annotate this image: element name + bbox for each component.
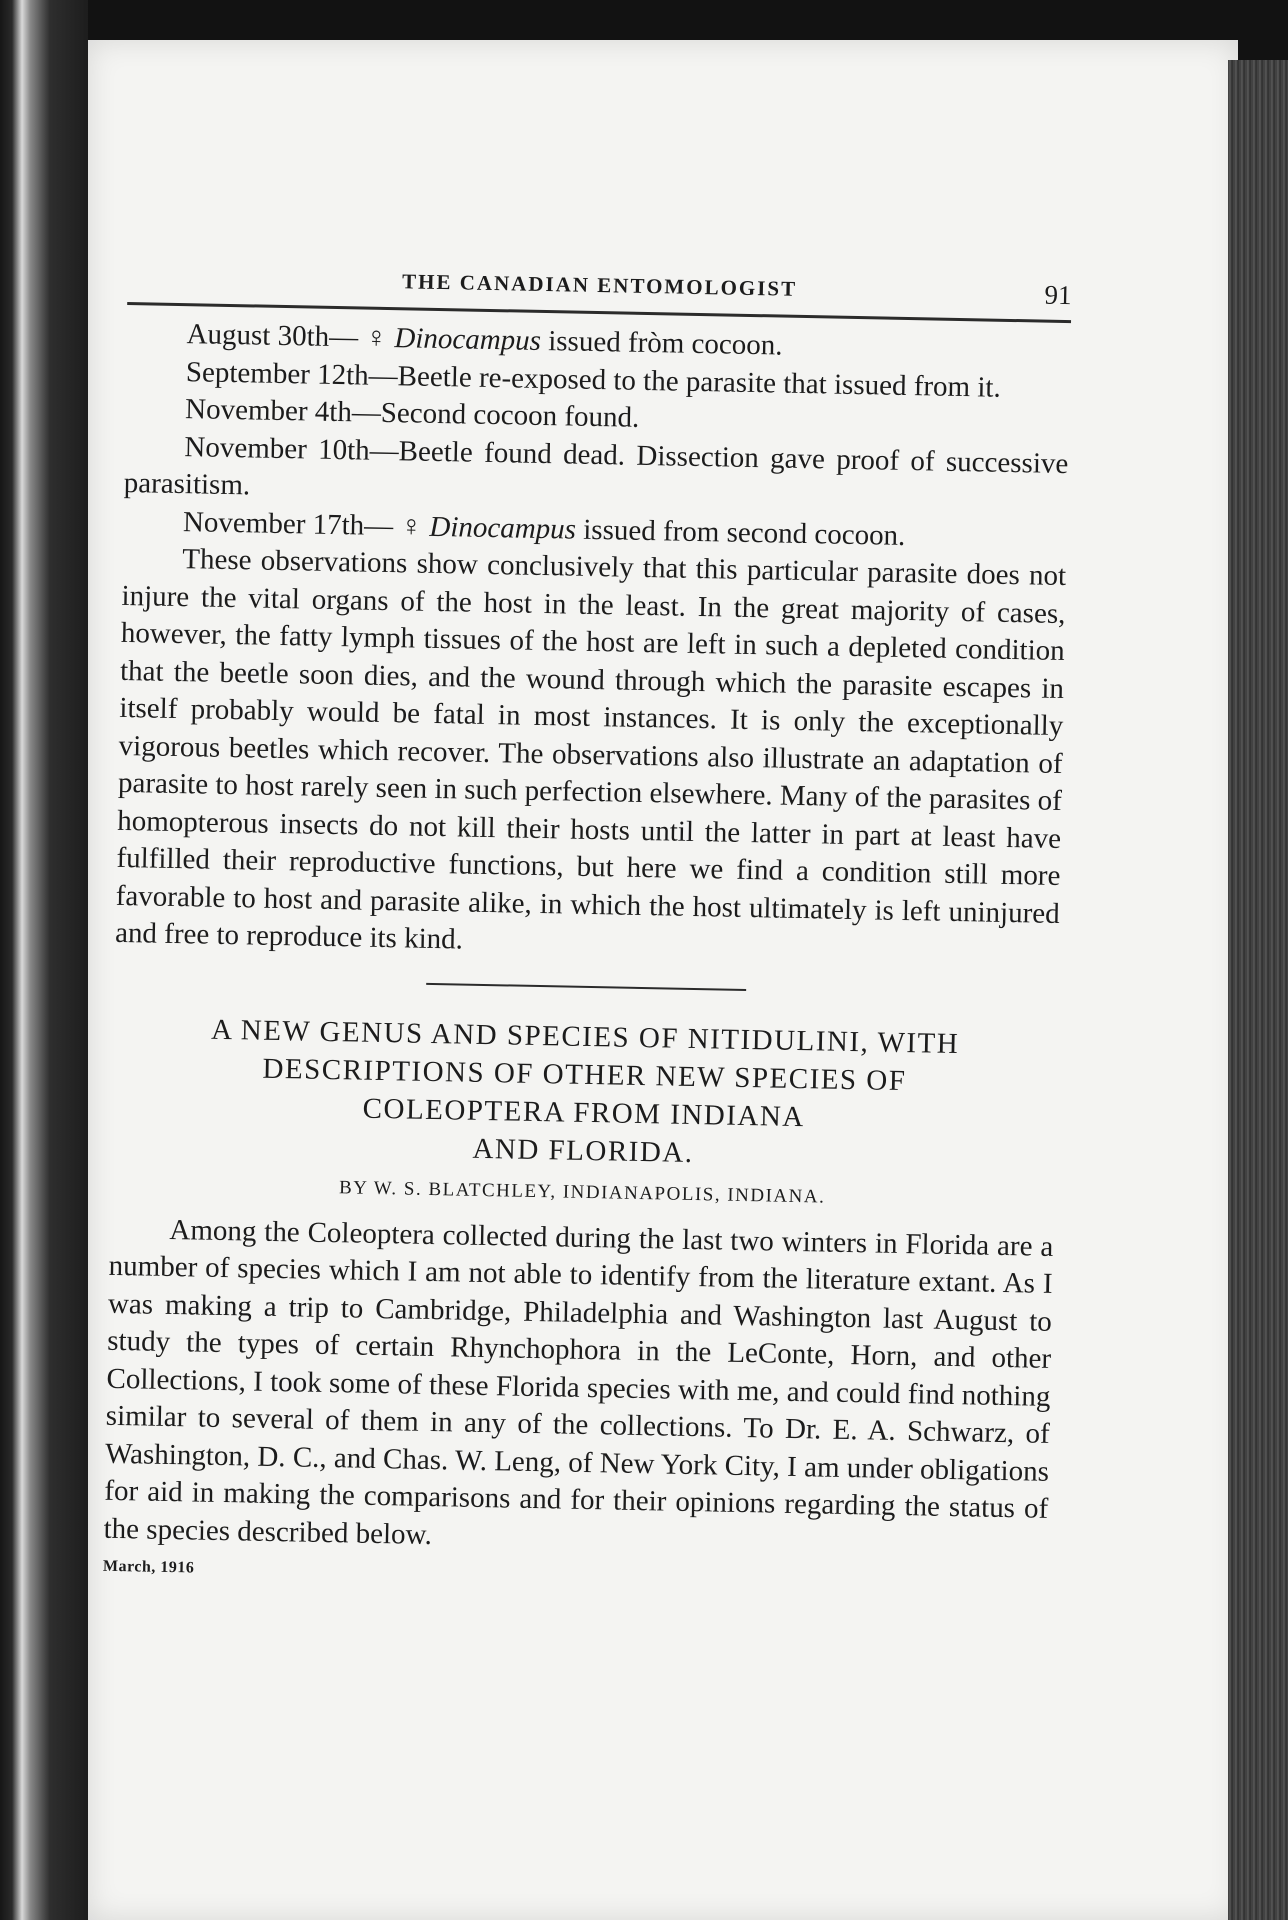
discussion-paragraph: These observations show conclusively that this particular parasite does not injure the vital organs of the host in the least. In the great majority of cases, however, the fatty lymph tissues of the host are left in such a depleted condition that the beetle soon dies, and the wound through which the parasite escapes in itself probably would be fatal in most instances. It is only the exceptionally vigorous beetles which recover. The observations also illustrate an adaptation of parasite to host rarely seen in such perfection elsewhere. Many of the parasites of homopterous insects do not kill their hosts until the latter in part at least have fulfilled their reproductive functions, but here we find a condition still more favorable to host and parasite alike, in which the host ultimately is left uninjured and free to reproduce its kind. [114, 543, 1067, 956]
observation-2: September 12th—Beetle re-exposed to the parasite that issued from it. [185, 355, 1002, 404]
page-content [103, 262, 1072, 1594]
genus-name: Dinocampus [394, 322, 542, 357]
observation-date: November 17th— [182, 505, 394, 542]
author-byline: BY W. S. BLATCHLEY, INDIANAPOLIS, INDIANA. [338, 1176, 826, 1208]
page-number: 91 [1044, 279, 1072, 311]
section-divider [426, 982, 746, 990]
observation-3: November 4th—Second cocoon found. [184, 393, 640, 434]
page-stack-edge [1228, 60, 1288, 1920]
article-title-line: AND FLORIDA. [472, 1132, 694, 1169]
article-title-line: A NEW GENUS AND SPECIES OF NITIDULINI, WITH [210, 1013, 960, 1060]
journal-title: THE CANADIAN ENTOMOLOGIST [401, 269, 798, 301]
observation-text: issued fròm cocoon. [540, 324, 783, 362]
issue-date: March, 1916 [102, 1557, 195, 1577]
article-title [111, 1008, 1058, 1178]
article-title-line: COLEOPTERA FROM INDIANA [362, 1092, 806, 1133]
observation-date: August 30th— [186, 318, 359, 354]
book-binding-edge [0, 0, 88, 1920]
female-symbol: ♀ [365, 321, 388, 354]
observation-text: issued from second cocoon. [575, 513, 906, 552]
genus-name: Dinocampus [429, 510, 577, 546]
observation-4: November 10th—Beetle found dead. Dissection gave proof of successive parasitism. [123, 430, 1069, 502]
article-body-paragraph: Among the Coleoptera collected during the last two winters in Florida are a number of species which I am not able to identify from the literature extant. As I was making a trip to Cambridge, Philadelphia and Washington last August to study the types of certain Rhynchophora in the LeConte, Horn, and other Collections, I took some of these Florida species with me, and could find nothing similar to several of them in any of the collections. To Dr. E. A. Schwarz, of Washington, D. C., and Chas. W. Leng, of New York City, I am under obligations for aid in making the comparisons and for their opinions regarding the status of the species described below. [103, 1213, 1054, 1551]
article-title-line: DESCRIPTIONS OF OTHER NEW SPECIES OF [262, 1052, 907, 1097]
female-symbol: ♀ [400, 509, 423, 543]
